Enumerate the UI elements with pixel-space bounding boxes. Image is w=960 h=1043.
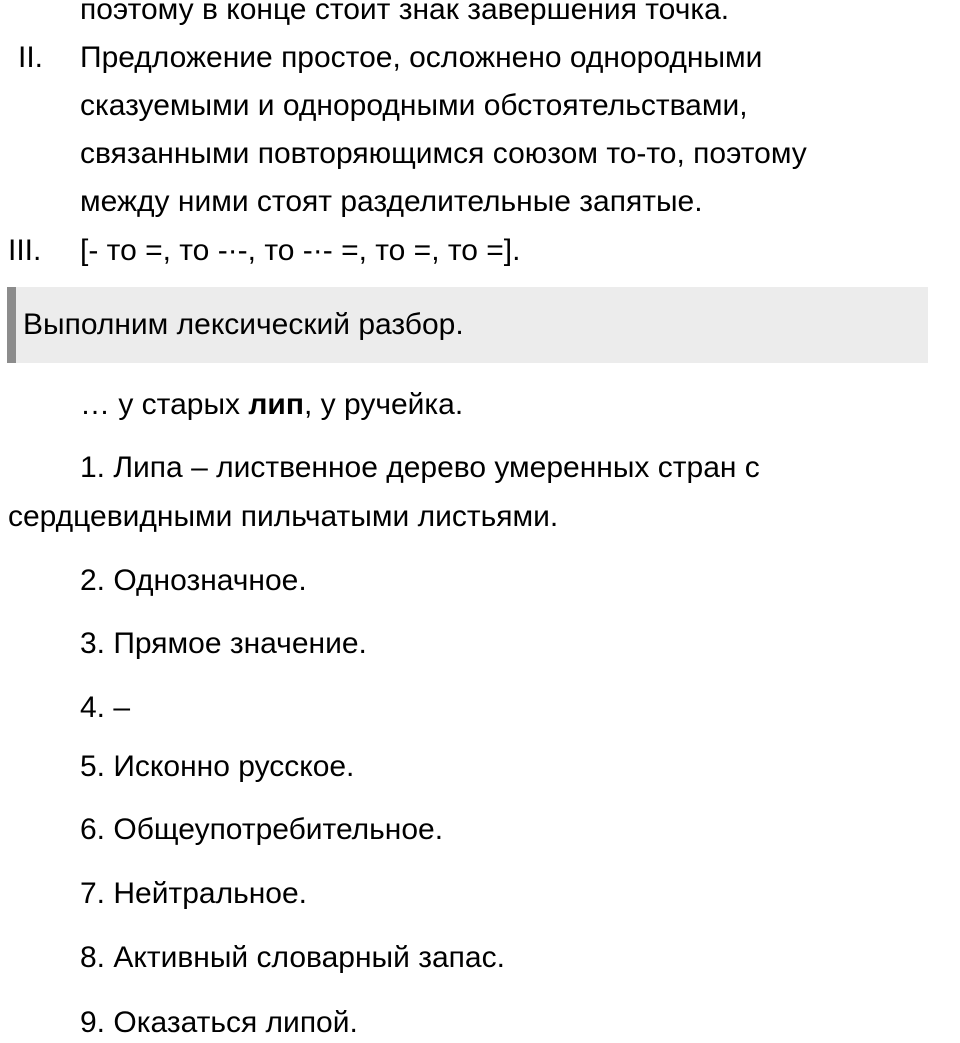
point-1-line-2: сердцевидными пильчатыми листьями. [8, 500, 559, 533]
quote-line [80, 387, 463, 423]
callout-accent-bar [7, 287, 16, 363]
point-7: 7. Нейтральное. [80, 877, 307, 910]
point-1-line-1: 1. Липа – лиственное дерево умеренных стран с [80, 451, 760, 484]
item3-marker: III. [8, 234, 42, 267]
callout-heading: Выполним лексический разбор. [23, 308, 464, 341]
item2-line-3: связанными повторяющимся союзом то-то, поэтому [80, 137, 807, 170]
point-8: 8. Активный словарный запас. [80, 941, 505, 974]
item2-line-1: Предложение простое, осложнено однородными [80, 41, 763, 74]
point-5: 5. Исконно русское. [80, 750, 355, 783]
quote-bold-word: лип [248, 388, 304, 421]
section-callout [7, 287, 928, 363]
point-2: 2. Однозначное. [80, 564, 307, 597]
item1-tail-text: поэтому в конце стоит знак завершения точка. [80, 0, 730, 26]
item2-line-4: между ними стоят разделительные запятые. [80, 185, 703, 218]
item2-marker: II. [18, 41, 44, 74]
quote-after: , у ручейка. [303, 388, 464, 421]
point-4: 4. – [80, 691, 131, 724]
point-9: 9. Оказаться липой. [80, 1006, 358, 1039]
point-3: 3. Прямое значение. [80, 627, 367, 660]
quote-before: … у старых [80, 388, 249, 421]
point-6: 6. Общеупотребительное. [80, 813, 444, 846]
item3-scheme: [- то =, то -·-, то -·- =, то =, то =]. [80, 234, 521, 267]
item2-line-2: сказуемыми и однородными обстоятельствами, [80, 89, 748, 122]
